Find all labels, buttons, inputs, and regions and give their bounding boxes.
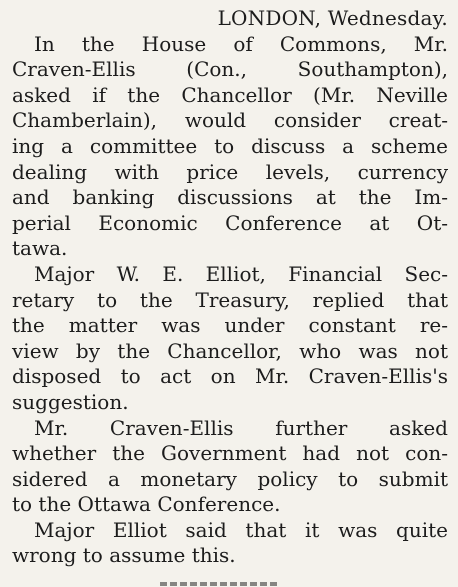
paragraph-line: Chamberlain), would consider creat- [12,108,448,133]
paragraph-line: wrong to assume this. [12,543,236,568]
paragraph-line: retary to the Treasury, replied that [12,287,448,312]
paragraph-line: view by the Chancellor, who was not [12,338,448,363]
paragraph-further-question [12,416,448,518]
paragraph-line: Mr. Craven-Ellis further asked [34,415,448,440]
paragraph-house-of-commons [12,32,448,262]
paragraph-line: Major Elliot said that it was quite [34,517,448,542]
paragraph-line: In the House of Commons, Mr. [34,31,448,56]
paragraph-line: perial Economic Conference at Ot- [12,210,448,235]
paragraph-line: suggestion. [12,389,129,414]
paragraph-line: tawa. [12,236,68,261]
paragraph-line: whether the Government had not con- [12,441,448,466]
paragraph-elliot-answer [12,518,448,569]
paragraph-elliot-reply [12,262,448,416]
paragraph-line: sidered a monetary policy to submit [12,466,448,491]
paragraph-line: asked if the Chancellor (Mr. Neville [12,82,448,107]
paragraph-line: dealing with price levels, currency [12,159,448,184]
bottom-rule [160,582,280,586]
paragraph-line: disposed to act on Mr. Craven-Ellis's [12,364,448,389]
paragraph-line: and banking discussions at the Im- [12,185,448,210]
dateline: LONDON, Wednesday. [217,6,448,30]
paragraph-line: Major W. E. Elliot, Financial Sec- [34,261,448,286]
paragraph-line: Craven-Ellis (Con., Southampton), [12,57,448,82]
paragraph-line: to the Ottawa Conference. [12,492,281,517]
paragraph-line: ing a committee to discuss a scheme [12,133,448,158]
paragraph-line: the matter was under constant re- [12,313,448,338]
